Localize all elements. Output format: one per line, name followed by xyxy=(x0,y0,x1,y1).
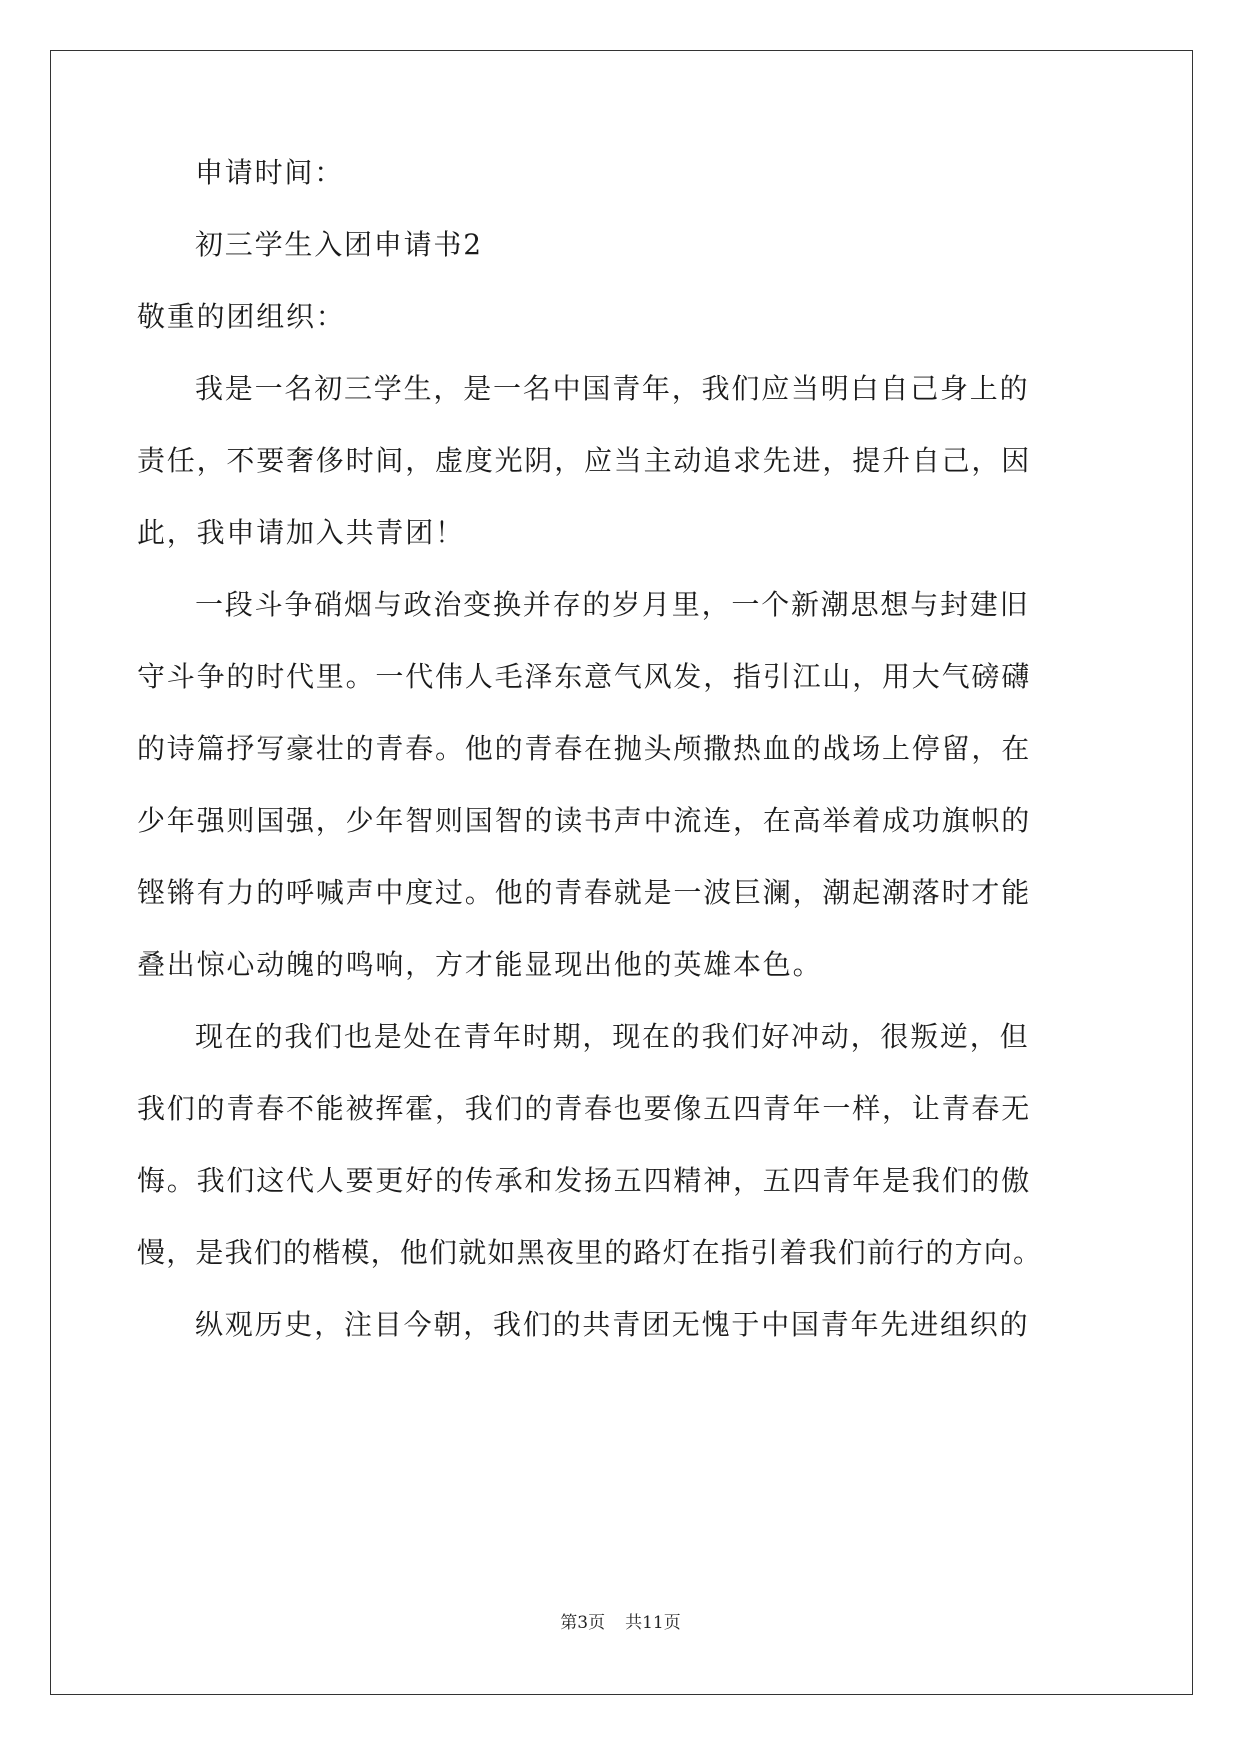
section-title: 初三学生入团申请书2 xyxy=(195,228,483,261)
paragraph-line: 慢，是我们的楷模，他们就如黑夜里的路灯在指引着我们前行的方向。 xyxy=(137,1236,1043,1269)
paragraph-line: 现在的我们也是处在青年时期，现在的我们好冲动，很叛逆，但 xyxy=(195,1020,1030,1053)
paragraph-line: 一段斗争硝烟与政治变换并存的岁月里，一个新潮思想与封建旧 xyxy=(195,588,1030,621)
salutation: 敬重的团组织： xyxy=(137,300,346,333)
page-footer xyxy=(0,1612,1241,1634)
paragraph-line: 纵观历史，注目今朝，我们的共青团无愧于中国青年先进组织的 xyxy=(195,1308,1030,1341)
page-number: 第3页 xyxy=(560,1613,606,1633)
paragraph-line: 叠出惊心动魄的鸣响，方才能显现出他的英雄本色。 xyxy=(137,948,823,981)
page-border xyxy=(50,50,1193,1695)
application-date-label: 申请时间： xyxy=(195,156,345,189)
paragraph-line: 少年强则国强，少年智则国智的读书声中流连，在高举着成功旗帜的 xyxy=(137,804,1032,837)
paragraph-line: 我是一名初三学生，是一名中国青年，我们应当明白自己身上的 xyxy=(195,372,1030,405)
paragraph-line: 铿锵有力的呼喊声中度过。他的青春就是一波巨澜，潮起潮落时才能 xyxy=(137,876,1032,909)
paragraph-line: 守斗争的时代里。一代伟人毛泽东意气风发，指引江山，用大气磅礴 xyxy=(137,660,1032,693)
paragraph-line: 悔。我们这代人要更好的传承和发扬五四精神，五四青年是我们的傲 xyxy=(137,1164,1032,1197)
paragraph-line: 的诗篇抒写豪壮的青春。他的青春在抛头颅撒热血的战场上停留，在 xyxy=(137,732,1032,765)
paragraph-line: 我们的青春不能被挥霍，我们的青春也要像五四青年一样，让青春无 xyxy=(137,1092,1032,1125)
total-pages: 共11页 xyxy=(625,1613,681,1633)
paragraph-line: 责任，不要奢侈时间，虚度光阴，应当主动追求先进，提升自己，因 xyxy=(137,444,1032,477)
paragraph-line: 此，我申请加入共青团！ xyxy=(137,516,465,549)
